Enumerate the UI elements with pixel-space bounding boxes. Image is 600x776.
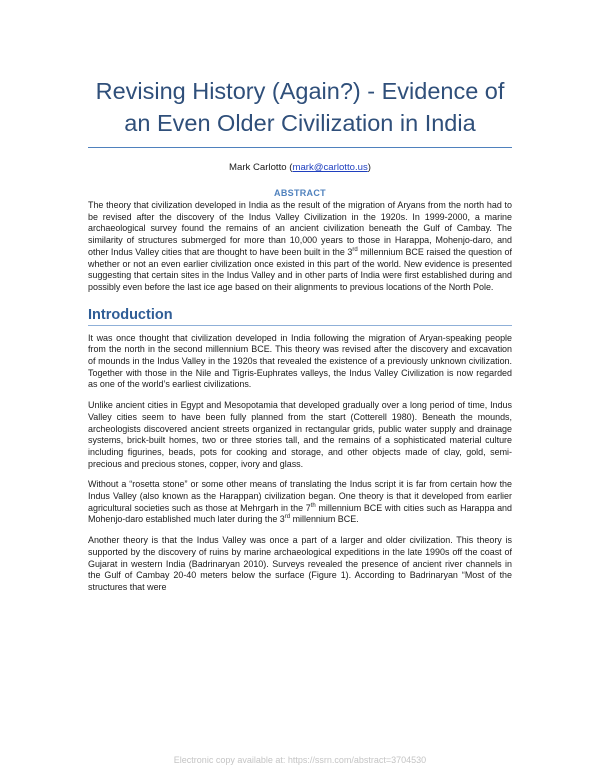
page-title <box>88 0 512 139</box>
author-close-paren: ) <box>367 162 371 173</box>
abstract-part-2: millennium BCE raised the question of whether or not an even earlier civilization once existed in this part of the world. New evidence is presented suggesting that certain sites in the Indus Valley and in other parts of India were first established during and possibly even before the last ice age based on their alignments to previous locations of the North Pole. <box>88 246 512 292</box>
abstract-text <box>88 200 512 294</box>
author-line <box>88 162 512 174</box>
paragraph-2: Unlike ancient cities in Egypt and Mesopotamia that developed gradually over a long period of time, Indus Valley cities seem to have been fully planned from the start (Cotterell 1980). Beneath the mounds, archeologists discovered ancient streets organized in rectangular grids, public water supply and drainage systems, brick-built homes, two or three stories tall, and the remains of a sophisticated material culture including figurines, beads, pots for cooking and storage, and other objects made of clay, gold, semi-precious and precious stones, copper, ivory and glass. <box>88 400 512 469</box>
paragraph-3-part-3: millennium BCE. <box>290 514 359 525</box>
section-divider <box>88 325 512 326</box>
abstract-heading: ABSTRACT <box>274 188 326 198</box>
title-divider <box>88 147 512 148</box>
author-name: Mark Carlotto ( <box>229 162 293 173</box>
author-email-link[interactable]: mark@carlotto.us <box>292 162 368 173</box>
paragraph-3-part-1: Without a “rosetta stone” or some other means of translating the Indus script it is far from certain how the Indus Valley (also known as the Harappan) civilization began. One theory is that it developed from earlier agricultural societies such as those at Mehrgarh in the 7 <box>88 479 512 513</box>
paragraph-4: Another theory is that the Indus Valley was once a part of a larger and older civilization. This theory is supported by the discovery of ruins by marine archaeological expeditions in the late 1990s off the coast of Gujarat in western India (Badrinaryan 2010). Surveys revealed the presence of ancient river channels in the Gulf of Cambay 20-40 meters below the surface (Figure 1). According to Badrinaryan “Most of the structures that were <box>88 535 512 592</box>
paragraph-3-superscript-2: rd <box>284 514 291 521</box>
paragraph-3 <box>88 479 512 526</box>
paragraph-1: It was once thought that civilization developed in India following the migration of Aryan-speaking people from the north in the second millennium BCE. This theory was revised after the discovery and excavation of mounds in the Indus Valley in the 1920s that revealed the existence of a previously unknown civilization. Together with those in the Nile and Tigris-Euphrates valleys, the Indus Valley Civilization is now regarded as one of the world’s earliest civilizations. <box>88 332 512 390</box>
title-line-1: Revising History (Again?) - Evidence of <box>95 78 505 104</box>
footer-ssrn-notice: Electronic copy available at: https://ssrn.com/abstract=3704530 <box>173 755 427 765</box>
title-line-2: an Even Older Civilization in India <box>124 110 476 136</box>
paragraph-3-superscript-1: th <box>310 502 316 509</box>
abstract-superscript: rd <box>352 246 358 253</box>
abstract-part-1: The theory that civilization developed in India as the result of the migration of Aryans from the north had to be revised after the discovery of the Indus Valley Civilization in the 1920s. In 1999-2000, a marine archaeological survey found the remains of an ancient civilization beneath the Gulf of Cambay. The similarity of structures submerged for more than 10,000 years to those in Harappa, Mohenjo-daro, and other Indus Valley cities that are thought to have been built in the 3 <box>88 200 512 257</box>
paragraph-3-part-2: millennium BCE with cities such as Harappa and Mohenjo-daro established much later during the 3 <box>88 502 513 525</box>
section-heading-introduction: Introduction <box>88 306 173 323</box>
